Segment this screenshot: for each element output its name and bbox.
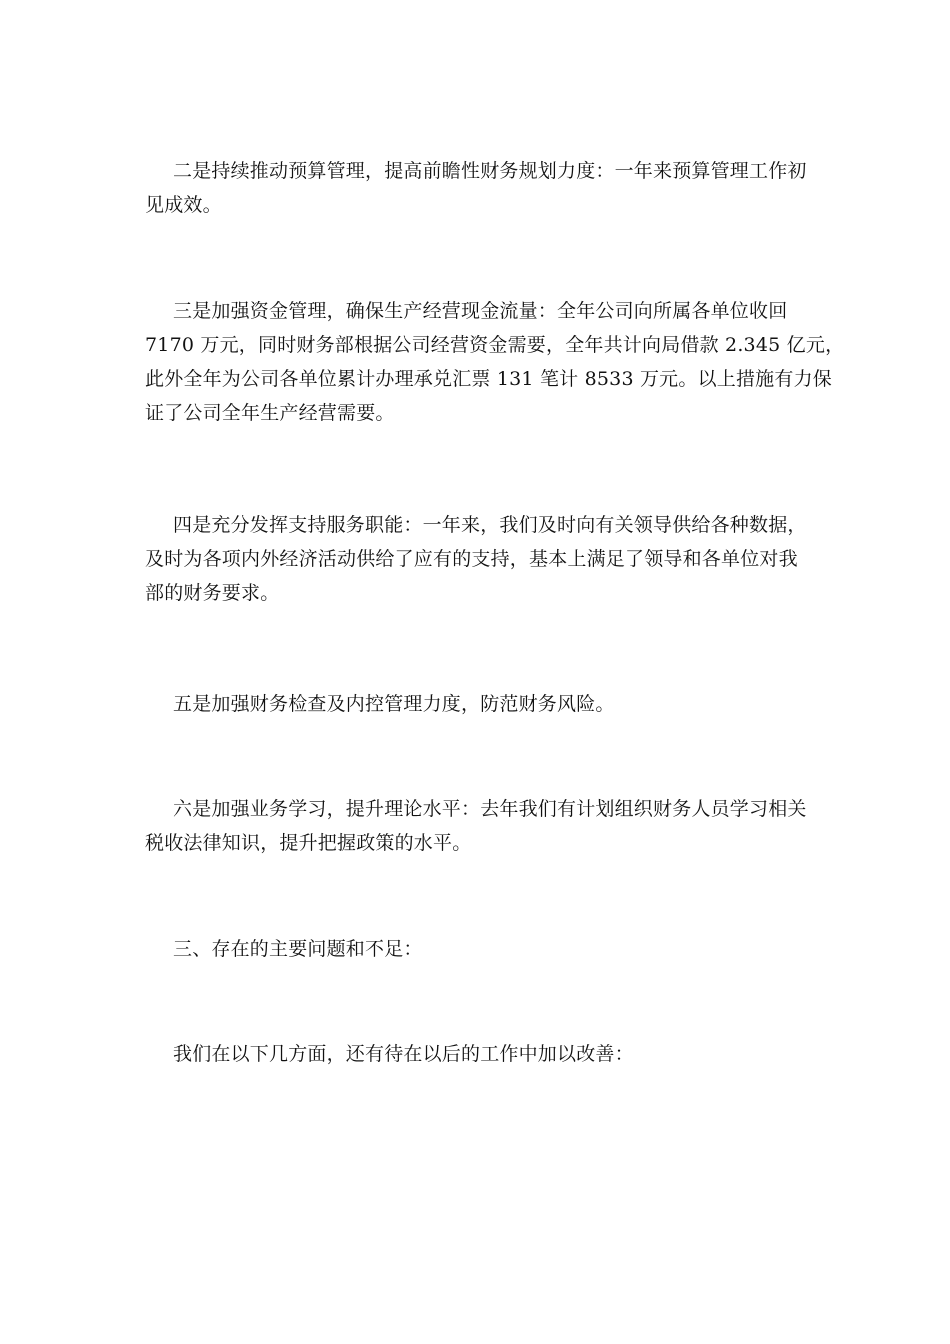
paragraph-internal-control — [145, 687, 810, 721]
text-line: 此外全年为公司各单位累计办理承兑汇票 131 笔计 8533 万元。以上措施有力保 — [145, 368, 832, 390]
paragraph-budget-management — [145, 154, 810, 222]
text-line: 我们在以下几方面，还有待在以后的工作中加以改善： — [173, 1043, 634, 1065]
text-line: 三是加强资金管理，确保生产经营现金流量：全年公司向所属各单位收回 — [173, 300, 788, 322]
paragraph-business-study — [145, 792, 810, 860]
paragraph-support-service — [145, 508, 810, 610]
text-line: 部的财务要求。 — [145, 582, 280, 604]
text-line: 证了公司全年生产经营需要。 — [145, 402, 395, 424]
text-line: 五是加强财务检查及内控管理力度，防范财务风险。 — [173, 693, 615, 715]
paragraph-improvements — [145, 1037, 810, 1071]
section-heading-problems — [145, 932, 810, 966]
text-line: 见成效。 — [145, 194, 222, 216]
text-line: 四是充分发挥支持服务职能：一年来，我们及时向有关领导供给各种数据， — [173, 514, 807, 536]
text-line: 及时为各项内外经济活动供给了应有的支持，基本上满足了领导和各单位对我 — [145, 548, 798, 570]
text-line: 税收法律知识，提升把握政策的水平。 — [145, 832, 472, 854]
text-line: 二是持续推动预算管理，提高前瞻性财务规划力度：一年来预算管理工作初 — [173, 160, 807, 182]
text-line: 7170 万元，同时财务部根据公司经营资金需要，全年共计向局借款 2.345 亿元， — [145, 334, 845, 356]
text-line: 三、存在的主要问题和不足： — [173, 938, 423, 960]
paragraph-funds-management — [145, 294, 845, 430]
text-line: 六是加强业务学习，提升理论水平：去年我们有计划组织财务人员学习相关 — [173, 798, 807, 820]
